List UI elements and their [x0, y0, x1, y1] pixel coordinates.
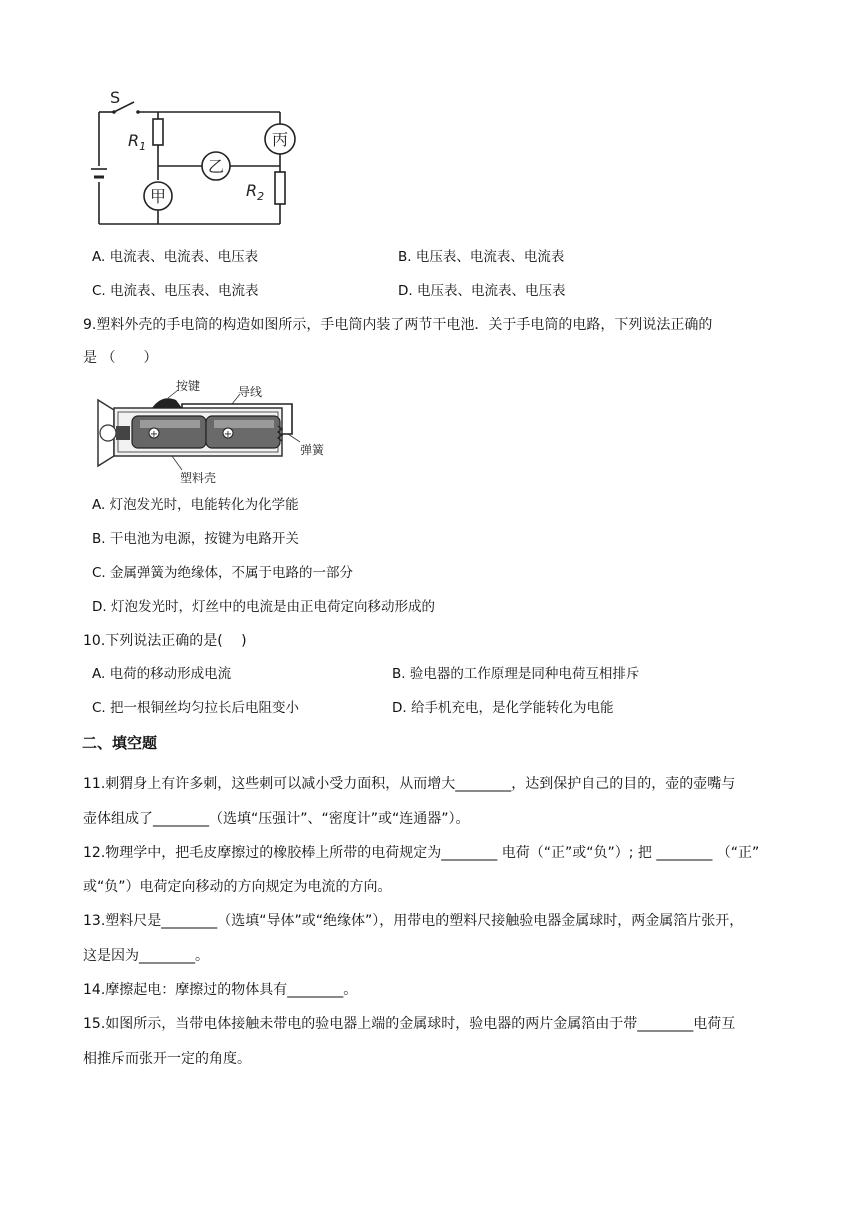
q9-stem-line2: 是 （ ） — [83, 350, 158, 366]
label-spring: 弹簧 — [300, 443, 325, 457]
q8-option-a: A. 电流表、电流表、电压表 — [92, 249, 259, 265]
q11-line2: 壶体组成了________（选填“压强计”、“密度计”或“连通器”）。 — [83, 811, 470, 827]
section-heading: 二、填空题 — [82, 734, 158, 752]
label-shell: 塑料壳 — [180, 471, 217, 485]
q15-line2: 相推斥而张开一定的角度。 — [83, 1051, 251, 1067]
q10-option-c: C. 把一根铜丝均匀拉长后电阻变小 — [92, 700, 300, 716]
q8-option-b: B. 电压表、电流表、电流表 — [398, 249, 565, 265]
label-button: 按键 — [176, 379, 201, 393]
q9-option-d: D. 灯泡发光时，灯丝中的电流是由正电荷定向移动形成的 — [92, 599, 435, 615]
svg-text:+: + — [223, 429, 233, 440]
meter-yi-label: 乙 — [207, 157, 225, 176]
label-wire: 导线 — [238, 385, 263, 399]
meter-jia-label: 甲 — [149, 187, 167, 206]
q12-line1: 12.物理学中，把毛皮摩擦过的橡胶棒上所带的电荷规定为________ 电荷（“正”或“负”）; 把 ________ （“正” — [83, 845, 760, 861]
q11-line1: 11.刺猬身上有许多刺，这些刺可以减小受力面积，从而增大________，达到保护自己的目的，壶的壶嘴与 — [83, 776, 736, 792]
circuit-diagram — [90, 86, 300, 230]
q15-line1: 15.如图所示，当带电体接触未带电的验电器上端的金属球时，验电器的两片金属箔由于带________电荷互 — [83, 1016, 736, 1032]
q8-option-c: C. 电流表、电压表、电流表 — [92, 283, 259, 299]
q10-option-d: D. 给手机充电，是化学能转化为电能 — [392, 700, 614, 716]
q12-line2: 或“负”）电荷定向移动的方向规定为电流的方向。 — [83, 879, 392, 895]
svg-text:+: + — [149, 429, 159, 440]
flashlight-figure — [92, 378, 342, 486]
meter-bing-label: 丙 — [271, 130, 289, 149]
q13-line2: 这是因为________。 — [83, 948, 209, 964]
q9-option-b: B. 干电池为电源，按键为电路开关 — [92, 531, 299, 547]
q9-option-c: C. 金属弹簧为绝缘体，不属于电路的一部分 — [92, 565, 354, 581]
q8-option-d: D. 电压表、电流表、电压表 — [398, 283, 566, 299]
q14-line1: 14.摩擦起电：摩擦过的物体具有________。 — [83, 982, 358, 998]
switch-label: S — [110, 88, 121, 107]
q13-line1: 13.塑料尺是________（选填“导体”或“绝缘体”），用带电的塑料尺接触验电器金属球时，两金属箔片张开， — [83, 913, 744, 929]
r2-label: $R_2$ — [246, 181, 265, 203]
q10-stem: 10.下列说法正确的是( ) — [83, 633, 247, 649]
q9-stem-line1: 9.塑料外壳的手电筒的构造如图所示，手电筒内装了两节干电池．关于手电筒的电路，下列说法正确的 — [83, 317, 713, 333]
q10-option-a: A. 电荷的移动形成电流 — [92, 666, 232, 682]
q10-option-b: B. 验电器的工作原理是同种电荷互相排斥 — [392, 666, 640, 682]
r1-label: $R_1$ — [128, 131, 147, 153]
q9-option-a: A. 灯泡发光时，电能转化为化学能 — [92, 497, 299, 513]
